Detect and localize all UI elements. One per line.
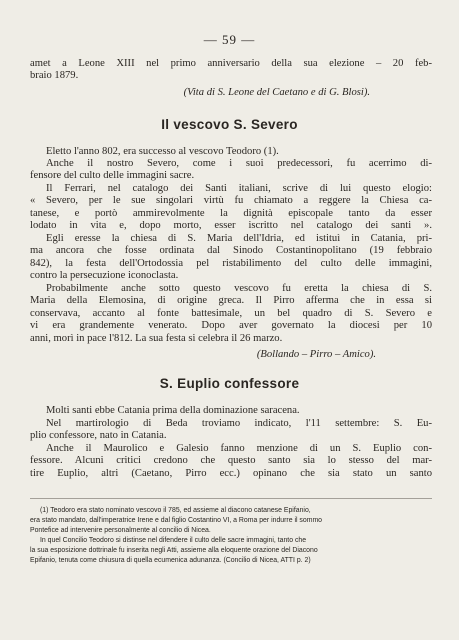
body-line: Il Ferrari, nel catalogo dei Santi italiani, scrive di lui questo elogio: xyxy=(46,183,432,194)
body-line: Anche il nostro Severo, come i suoi predecessori, fu acerrimo di- xyxy=(46,158,432,169)
section-citation: (Bollando – Pirro – Amico). xyxy=(256,349,376,360)
page-number: — 59 — xyxy=(203,32,256,47)
body-line: Maria della Elemosina, di origine greca. Il Pirro afferma che in essa si xyxy=(30,295,432,306)
body-line: conservava, accanto al fonte battesimale, un bel quadro di S. Severo e xyxy=(30,308,432,319)
body-line: fessore. Alcuni critici credono che questo santo sia lo stesso del mar- xyxy=(30,455,432,466)
body-line: vi era grandemente venerato. Dopo aver governato la diocesi per 10 xyxy=(30,320,432,331)
body-line: tanese, e portò ammirevolmente la dignità episcopale tanto da esser xyxy=(30,208,432,219)
footnote-divider xyxy=(30,498,432,499)
footnote-line: Epifanio, tenuta come chiusura di quella ecumenica adunanza. (Concilio di Nicea, ATTI p. 2) xyxy=(30,557,311,564)
body-line: ma ancora che fosse ordinata dal Sinodo Costantinopolitano (19 febbraio xyxy=(30,245,432,256)
section-title: S. Euplio confessore xyxy=(159,376,300,391)
intro-line: amet a Leone XIII nel primo anniversario della sua elezione – 20 feb- xyxy=(30,58,432,69)
body-line: Molti santi ebbe Catania prima della dominazione saracena. xyxy=(46,405,300,416)
footnote-line: era stato mandato, dall'imperatrice Irene e dal figlio Costantino VI, a Roma per indurre il sommo xyxy=(30,517,323,524)
body-line: 842), la festa dell'Ortodossia pel ristabilimento del culto delle immagini, xyxy=(30,258,432,269)
body-line: anni, morì in pace l'812. La sua festa si celebra il 26 marzo. xyxy=(30,333,283,344)
body-line: « Severo, per le sue singolari virtù fu chiamato a reggere la Chiesa ca- xyxy=(30,195,432,206)
body-line: plio confessore, nato in Catania. xyxy=(30,430,167,441)
intro-citation: (Vita di S. Leone del Caetano e di G. Blosi). xyxy=(183,87,370,98)
body-line: Egli eresse la chiesa di S. Maria dell'Idria, ed istituì in Catania, pri- xyxy=(46,233,432,244)
body-line: tire Euplio, altri (Caetano, Pirro ecc.) opinano che sia stato un santo xyxy=(30,468,432,479)
footnote-line: In quel Concilio Teodoro si distinse nel difendere il culto delle sacre immagini, tanto che xyxy=(40,537,307,544)
footnote-line: (1) Teodoro era stato nominato vescovo il 785, ed assieme al diacono catanese Epifanio, xyxy=(40,507,311,514)
body-line: Eletto l'anno 802, era successo al vescovo Teodoro (1). xyxy=(46,146,279,157)
body-line: fensore del culto delle immagini sacre. xyxy=(30,170,195,181)
footnote-line: Pontefice ad intervenire personalmente al concilio di Nicea. xyxy=(30,527,211,534)
footnote-line: la sua esposizione dottrinale fu inserita negli Atti, assieme alla eloquente orazione del Diacono xyxy=(30,547,318,554)
section-title: Il vescovo S. Severo xyxy=(161,117,298,132)
body-line: lodato in vita e, dopo morto, esser iscritto nel catalogo dei santi ». xyxy=(30,220,432,231)
body-line: contro la persecuzione iconoclasta. xyxy=(30,270,179,281)
intro-line: braio 1879. xyxy=(30,70,79,81)
body-line: Probabilmente anche sotto questo vescovo fu eretta la chiesa di S. xyxy=(46,283,432,294)
body-line: Anche il Maurolico e Galesio fanno menzione di un S. Euplio con- xyxy=(46,443,432,454)
body-line: Nel martirologio di Beda troviamo indicato, l'11 settembre: S. Eu- xyxy=(46,418,432,429)
